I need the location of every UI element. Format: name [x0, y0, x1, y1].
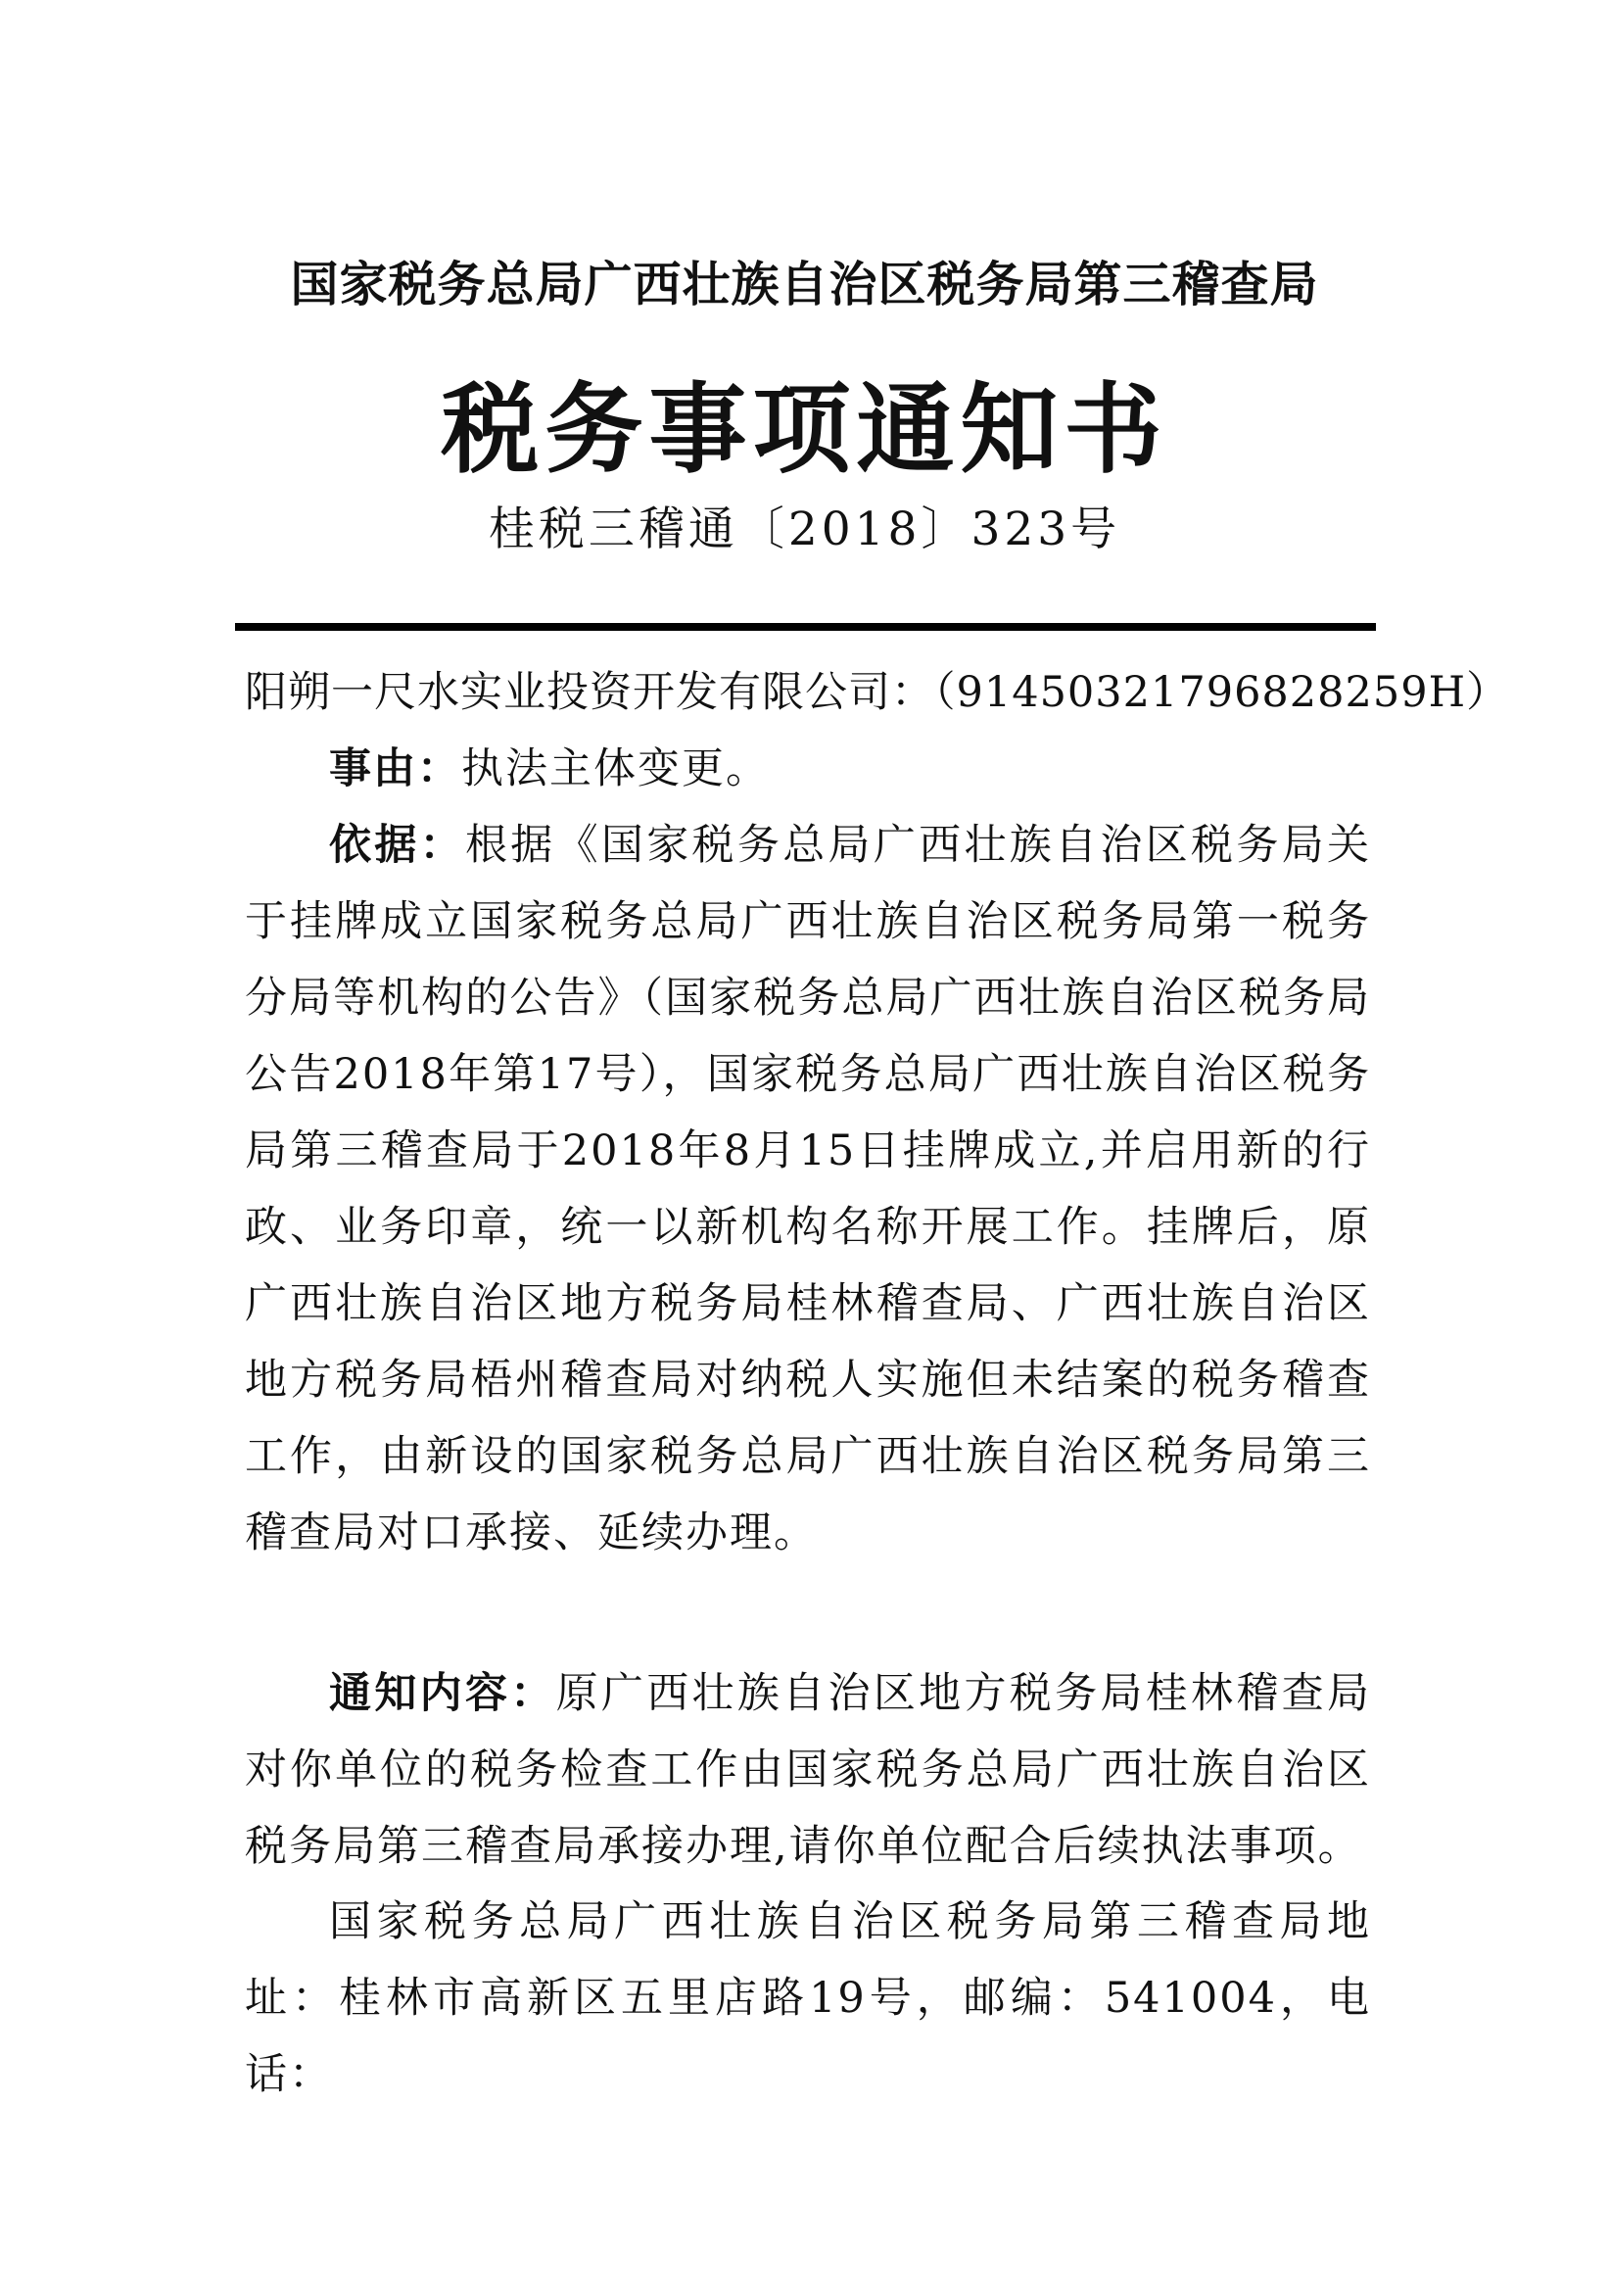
basis-label: 依据： — [329, 821, 465, 870]
notice-paragraph — [245, 1655, 1371, 1885]
document-title: 税务事项通知书 — [441, 372, 1168, 487]
header-divider — [235, 623, 1376, 631]
address-text: 国家税务总局广西壮族自治区税务局第三稽查局地址：桂林市高新区五里店路19号，邮编：541004，电话： — [245, 1897, 1371, 2099]
notice-label: 通知内容： — [329, 1669, 556, 1718]
reason-text: 执法主体变更。 — [461, 744, 770, 793]
notice-text: 原广西壮族自治区地方税务局桂林稽查局对你单位的税务检查工作由国家税务总局广西壮族自治区税务局第三稽查局承接办理,请你单位配合后续执法事项。 — [245, 1669, 1372, 1871]
basis-text: 根据《国家税务总局广西壮族自治区税务局关于挂牌成立国家税务总局广西壮族自治区税务局第一税务分局等机构的公告》（国家税务总局广西壮族自治区税务局公告2018年第17号），国家税务总局广西壮族自治区税务局第三稽查局于2018年8月15日挂牌成立,并启用新的行政、业务印章，统一以新机构名称开展工作。挂牌后，原广西壮族自治区地方税务局桂林稽查局、广西壮族自治区地方税务局梧州稽查局对纳税人实施但未结案的税务稽查工作，由新设的国家税务总局广西壮族自治区税务局第三稽查局对口承接、延续办理。 — [245, 821, 1372, 1557]
reason-paragraph — [245, 731, 1371, 807]
issuing-organization: 国家税务总局广西壮族自治区税务局第三稽查局 — [290, 257, 1319, 312]
basis-paragraph — [245, 807, 1371, 1571]
recipient-line: 阳朔一尺水实业投资开发有限公司：（91450321796828259H） — [245, 668, 1510, 717]
document-number: 桂税三稽通〔2018〕323号 — [488, 502, 1121, 556]
address-paragraph — [245, 1884, 1371, 2113]
reason-label: 事由： — [329, 744, 461, 793]
